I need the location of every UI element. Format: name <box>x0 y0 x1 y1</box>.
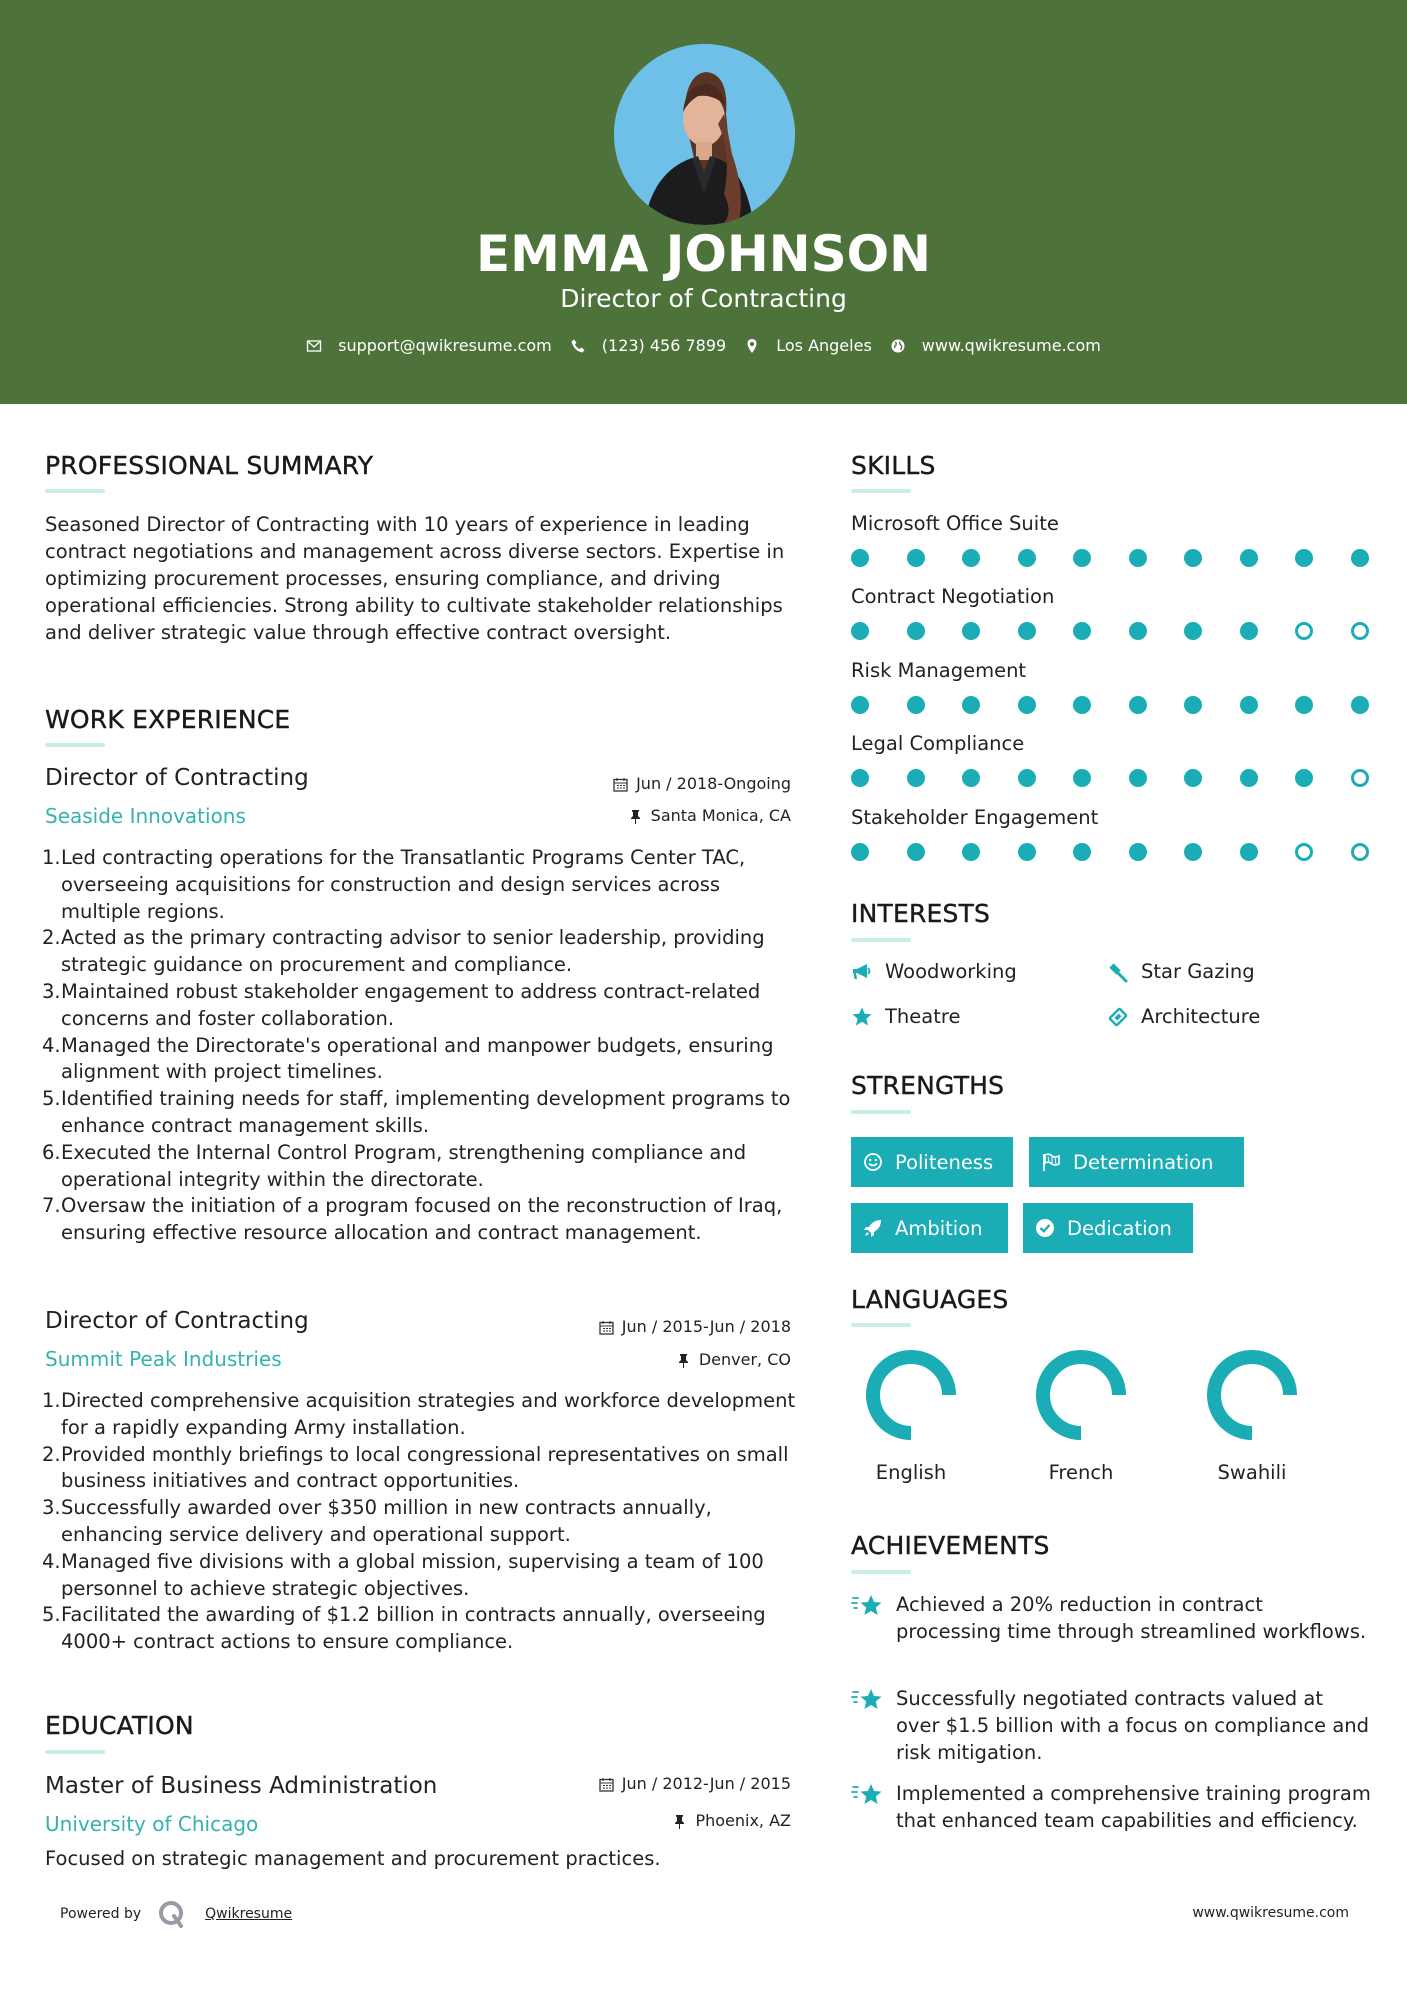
skill-dot-filled <box>1240 843 1258 861</box>
skill-rating <box>851 769 1406 787</box>
skill-dot-filled <box>1018 622 1036 640</box>
job-dates <box>599 1316 791 1338</box>
skill-dot-filled <box>1184 696 1202 714</box>
qwikresume-logo-icon <box>157 1899 187 1929</box>
skill-label: Contract Negotiation <box>851 585 1055 608</box>
location-text: Los Angeles <box>776 336 872 355</box>
skill-dot-filled <box>907 843 925 861</box>
skill-dot-filled <box>851 696 869 714</box>
shooting-star-icon <box>851 1686 885 1716</box>
skill-rating <box>851 696 1406 714</box>
language-item <box>856 1349 966 1484</box>
calendar-icon <box>599 1320 614 1335</box>
contact-phone[interactable] <box>570 336 726 355</box>
skill-dot-filled <box>1129 549 1147 567</box>
check-circle-icon <box>1035 1218 1055 1238</box>
interests-heading: INTERESTS <box>851 899 991 928</box>
bullet-item: 2. Acted as the primary contracting advisor to senior leadership, providing strategic guidance on procurement and compliance. <box>42 926 765 977</box>
heading-underline <box>851 1110 911 1114</box>
skill-dot-empty <box>1351 769 1369 787</box>
job-bullets <box>42 1388 797 1656</box>
summary-heading: PROFESSIONAL SUMMARY <box>45 451 374 480</box>
flag-icon <box>1041 1152 1061 1172</box>
skill-dot-filled <box>851 769 869 787</box>
heading-underline <box>851 1323 911 1327</box>
interest-item: Star Gazing <box>1107 960 1255 983</box>
dates-text: Jun / 2018-Ongoing <box>636 774 791 793</box>
strength-badge: Ambition <box>851 1203 1008 1253</box>
shooting-star-icon <box>851 1781 885 1811</box>
skill-rating <box>851 622 1406 640</box>
pushpin-icon <box>676 1353 691 1368</box>
person-photo-icon <box>614 44 795 225</box>
candidate-name: EMMA JOHNSON <box>476 225 931 283</box>
heading-underline <box>45 1750 105 1754</box>
language-item <box>1026 1349 1136 1484</box>
skill-dot-filled <box>1129 843 1147 861</box>
skill-dot-filled <box>907 696 925 714</box>
dates-text: Jun / 2015-Jun / 2018 <box>621 1317 791 1336</box>
skill-rating <box>851 843 1406 861</box>
skill-dot-empty <box>1351 843 1369 861</box>
skill-dot-filled <box>1129 769 1147 787</box>
interest-item: Woodworking <box>851 960 1017 983</box>
skill-dot-filled <box>1240 622 1258 640</box>
skill-dot-filled <box>1295 769 1313 787</box>
skill-dot-filled <box>851 622 869 640</box>
location-text: Denver, CO <box>698 1350 791 1369</box>
contact-location <box>744 336 872 355</box>
footer-website-link[interactable]: www.qwikresume.com <box>1192 1905 1349 1921</box>
skill-dot-filled <box>962 843 980 861</box>
qwikresume-link[interactable]: Qwikresume <box>205 1906 293 1922</box>
rocket-icon <box>863 1218 883 1238</box>
bullet-item: 6. Executed the Internal Control Program, strengthening compliance and operational integrity within the directorate. <box>42 1140 747 1191</box>
location-text: Santa Monica, CA <box>650 806 791 825</box>
bullet-item: 5. Identified training needs for staff, implementing development programs to enhance contract management skills. <box>42 1087 791 1137</box>
bullet-item: 3. Maintained robust stakeholder engagement to address contract-related concerns and foster collaboration. <box>42 979 761 1030</box>
degree-title: Master of Business Administration <box>45 1773 438 1799</box>
smile-icon <box>863 1152 883 1172</box>
skill-dot-filled <box>1018 843 1036 861</box>
language-label: English <box>875 1461 947 1484</box>
website-text: www.qwikresume.com <box>921 336 1101 355</box>
language-progress-ring <box>1035 1349 1127 1441</box>
calendar-icon <box>599 1777 614 1792</box>
language-progress-ring <box>1206 1349 1298 1441</box>
interest-item: Theatre <box>851 1005 960 1028</box>
language-progress-ring <box>865 1349 957 1441</box>
heading-underline <box>45 489 105 493</box>
skill-label: Stakeholder Engagement <box>851 806 1099 829</box>
language-label: Swahili <box>1217 1461 1287 1484</box>
company-name[interactable]: Summit Peak Industries <box>45 1347 282 1371</box>
language-label: French <box>1048 1461 1114 1484</box>
bullet-item: 2. Provided monthly briefings to local congressional representatives on small business initiatives and contract opportunities. <box>42 1442 789 1493</box>
bullet-item: 4. Managed the Directorate's operational and manpower budgets, ensuring alignment with project timelines. <box>42 1033 774 1084</box>
skill-dot-filled <box>1184 549 1202 567</box>
strengths-heading: STRENGTHS <box>851 1071 1005 1100</box>
skill-dot-filled <box>1184 843 1202 861</box>
skill-dot-filled <box>1295 696 1313 714</box>
heading-underline <box>851 1570 911 1574</box>
summary-text: Seasoned Director of Contracting with 10 years of experience in leading contract negotiations and management across diverse sectors. Expertise in optimizing procurement processes, ensuring compliance, and driving operational efficiencies. Strong ability to cultivate stakeholder relationships and deliver strategic value through effective contract oversight. <box>45 513 785 644</box>
language-item <box>1197 1349 1307 1484</box>
skill-dot-empty <box>1351 622 1369 640</box>
ticket-icon <box>1107 1006 1129 1028</box>
phone-icon <box>570 338 586 354</box>
skill-label: Legal Compliance <box>851 732 1025 755</box>
heading-underline <box>851 938 911 942</box>
skill-dot-filled <box>1018 769 1036 787</box>
star-icon <box>851 1006 873 1028</box>
skill-dot-filled <box>1073 843 1091 861</box>
dates-text: Jun / 2012-Jun / 2015 <box>621 1774 791 1793</box>
powered-by-label: Powered by <box>60 1906 142 1922</box>
skill-label: Microsoft Office Suite <box>851 512 1059 535</box>
bullet-item: 7. Oversaw the initiation of a program focused on the reconstruction of Iraq, ensuring effective resource allocation and contract management. <box>42 1194 783 1245</box>
pushpin-icon <box>672 1814 687 1829</box>
contact-email[interactable] <box>306 336 552 355</box>
calendar-icon <box>613 777 628 792</box>
skill-dot-empty <box>1295 622 1313 640</box>
experience-heading: WORK EXPERIENCE <box>45 705 291 734</box>
pushpin-icon <box>628 809 643 824</box>
skill-dot-filled <box>907 549 925 567</box>
strength-badge: Determination <box>1029 1137 1244 1187</box>
globe-icon <box>890 338 906 354</box>
skill-dot-filled <box>962 696 980 714</box>
strength-badge: Politeness <box>851 1137 1013 1187</box>
envelope-icon <box>306 338 322 354</box>
email-text: support@qwikresume.com <box>338 336 552 355</box>
skills-heading: SKILLS <box>851 451 936 480</box>
company-name[interactable]: Seaside Innovations <box>45 804 246 828</box>
skill-dot-filled <box>1018 549 1036 567</box>
skill-dot-empty <box>1295 843 1313 861</box>
map-pin-icon <box>744 338 760 354</box>
heading-underline <box>45 743 105 747</box>
achievement-item: Implemented a comprehensive training program that enhanced team capabilities and efficiency. <box>851 1781 1371 1835</box>
job-location <box>676 1349 791 1371</box>
skill-dot-filled <box>1073 622 1091 640</box>
skill-label: Risk Management <box>851 659 1027 682</box>
job-dates <box>613 773 791 795</box>
strength-badge: Dedication <box>1023 1203 1193 1253</box>
contact-bar <box>0 336 1407 355</box>
contact-website[interactable] <box>890 336 1101 355</box>
skill-dot-filled <box>1240 549 1258 567</box>
skill-dot-filled <box>1351 696 1369 714</box>
bullet-item: 1. Directed comprehensive acquisition strategies and workforce development for a rapidly expanding Army installation. <box>42 1389 796 1439</box>
gavel-icon <box>1107 961 1129 983</box>
skill-dot-filled <box>962 622 980 640</box>
achievement-item: Achieved a 20% reduction in contract processing time through streamlined workflows. <box>851 1592 1371 1646</box>
achievements-heading: ACHIEVEMENTS <box>851 1531 1050 1560</box>
skill-dot-filled <box>1129 622 1147 640</box>
candidate-title: Director of Contracting <box>560 284 847 313</box>
skill-dot-filled <box>1073 549 1091 567</box>
education-description: Focused on strategic management and procurement practices. <box>45 1847 661 1870</box>
school-name[interactable]: University of Chicago <box>45 1812 259 1836</box>
skill-dot-filled <box>1129 696 1147 714</box>
shooting-star-icon <box>851 1592 885 1622</box>
powered-by <box>60 1899 292 1929</box>
profile-photo <box>614 44 795 225</box>
heading-underline <box>851 489 911 493</box>
phone-text: (123) 456 7899 <box>601 336 727 355</box>
interest-item: Architecture <box>1107 1005 1260 1028</box>
skill-dot-filled <box>1184 769 1202 787</box>
skill-dot-filled <box>962 549 980 567</box>
bullet-item: 4. Managed five divisions with a global mission, supervising a team of 100 personnel to achieve strategic objectives. <box>42 1549 764 1600</box>
bullet-item: 1. Led contracting operations for the Transatlantic Programs Center TAC, overseeing acquisitions for construction and design services across multiple regions. <box>42 846 746 923</box>
location-text: Phoenix, AZ <box>695 1811 791 1830</box>
languages-heading: LANGUAGES <box>851 1285 1009 1314</box>
job-bullets <box>42 845 797 1247</box>
megaphone-icon <box>851 961 873 983</box>
job-title: Director of Contracting <box>45 1308 309 1334</box>
skill-rating <box>851 549 1406 567</box>
skill-dot-filled <box>907 769 925 787</box>
education-dates <box>599 1773 791 1795</box>
job-title: Director of Contracting <box>45 765 309 791</box>
skill-dot-filled <box>907 622 925 640</box>
bullet-item: 5. Facilitated the awarding of $1.2 billion in contracts annually, overseeing 4000+ contract actions to ensure compliance. <box>42 1603 766 1654</box>
skill-dot-filled <box>1073 769 1091 787</box>
resume-header <box>0 0 1407 404</box>
skill-dot-filled <box>962 769 980 787</box>
skill-dot-filled <box>1295 549 1313 567</box>
achievement-item: Successfully negotiated contracts valued at over $1.5 billion with a focus on compliance and risk mitigation. <box>851 1686 1371 1766</box>
job-location <box>628 805 791 827</box>
skill-dot-filled <box>1240 696 1258 714</box>
education-heading: EDUCATION <box>45 1711 194 1740</box>
skill-dot-filled <box>851 843 869 861</box>
skill-dot-filled <box>1073 696 1091 714</box>
skill-dot-filled <box>1240 769 1258 787</box>
skill-dot-filled <box>1018 696 1036 714</box>
skill-dot-filled <box>1184 622 1202 640</box>
education-location <box>672 1810 791 1832</box>
skill-dot-filled <box>1351 549 1369 567</box>
skill-dot-filled <box>851 549 869 567</box>
bullet-item: 3. Successfully awarded over $350 million in new contracts annually, enhancing service delivery and operational support. <box>42 1496 712 1546</box>
